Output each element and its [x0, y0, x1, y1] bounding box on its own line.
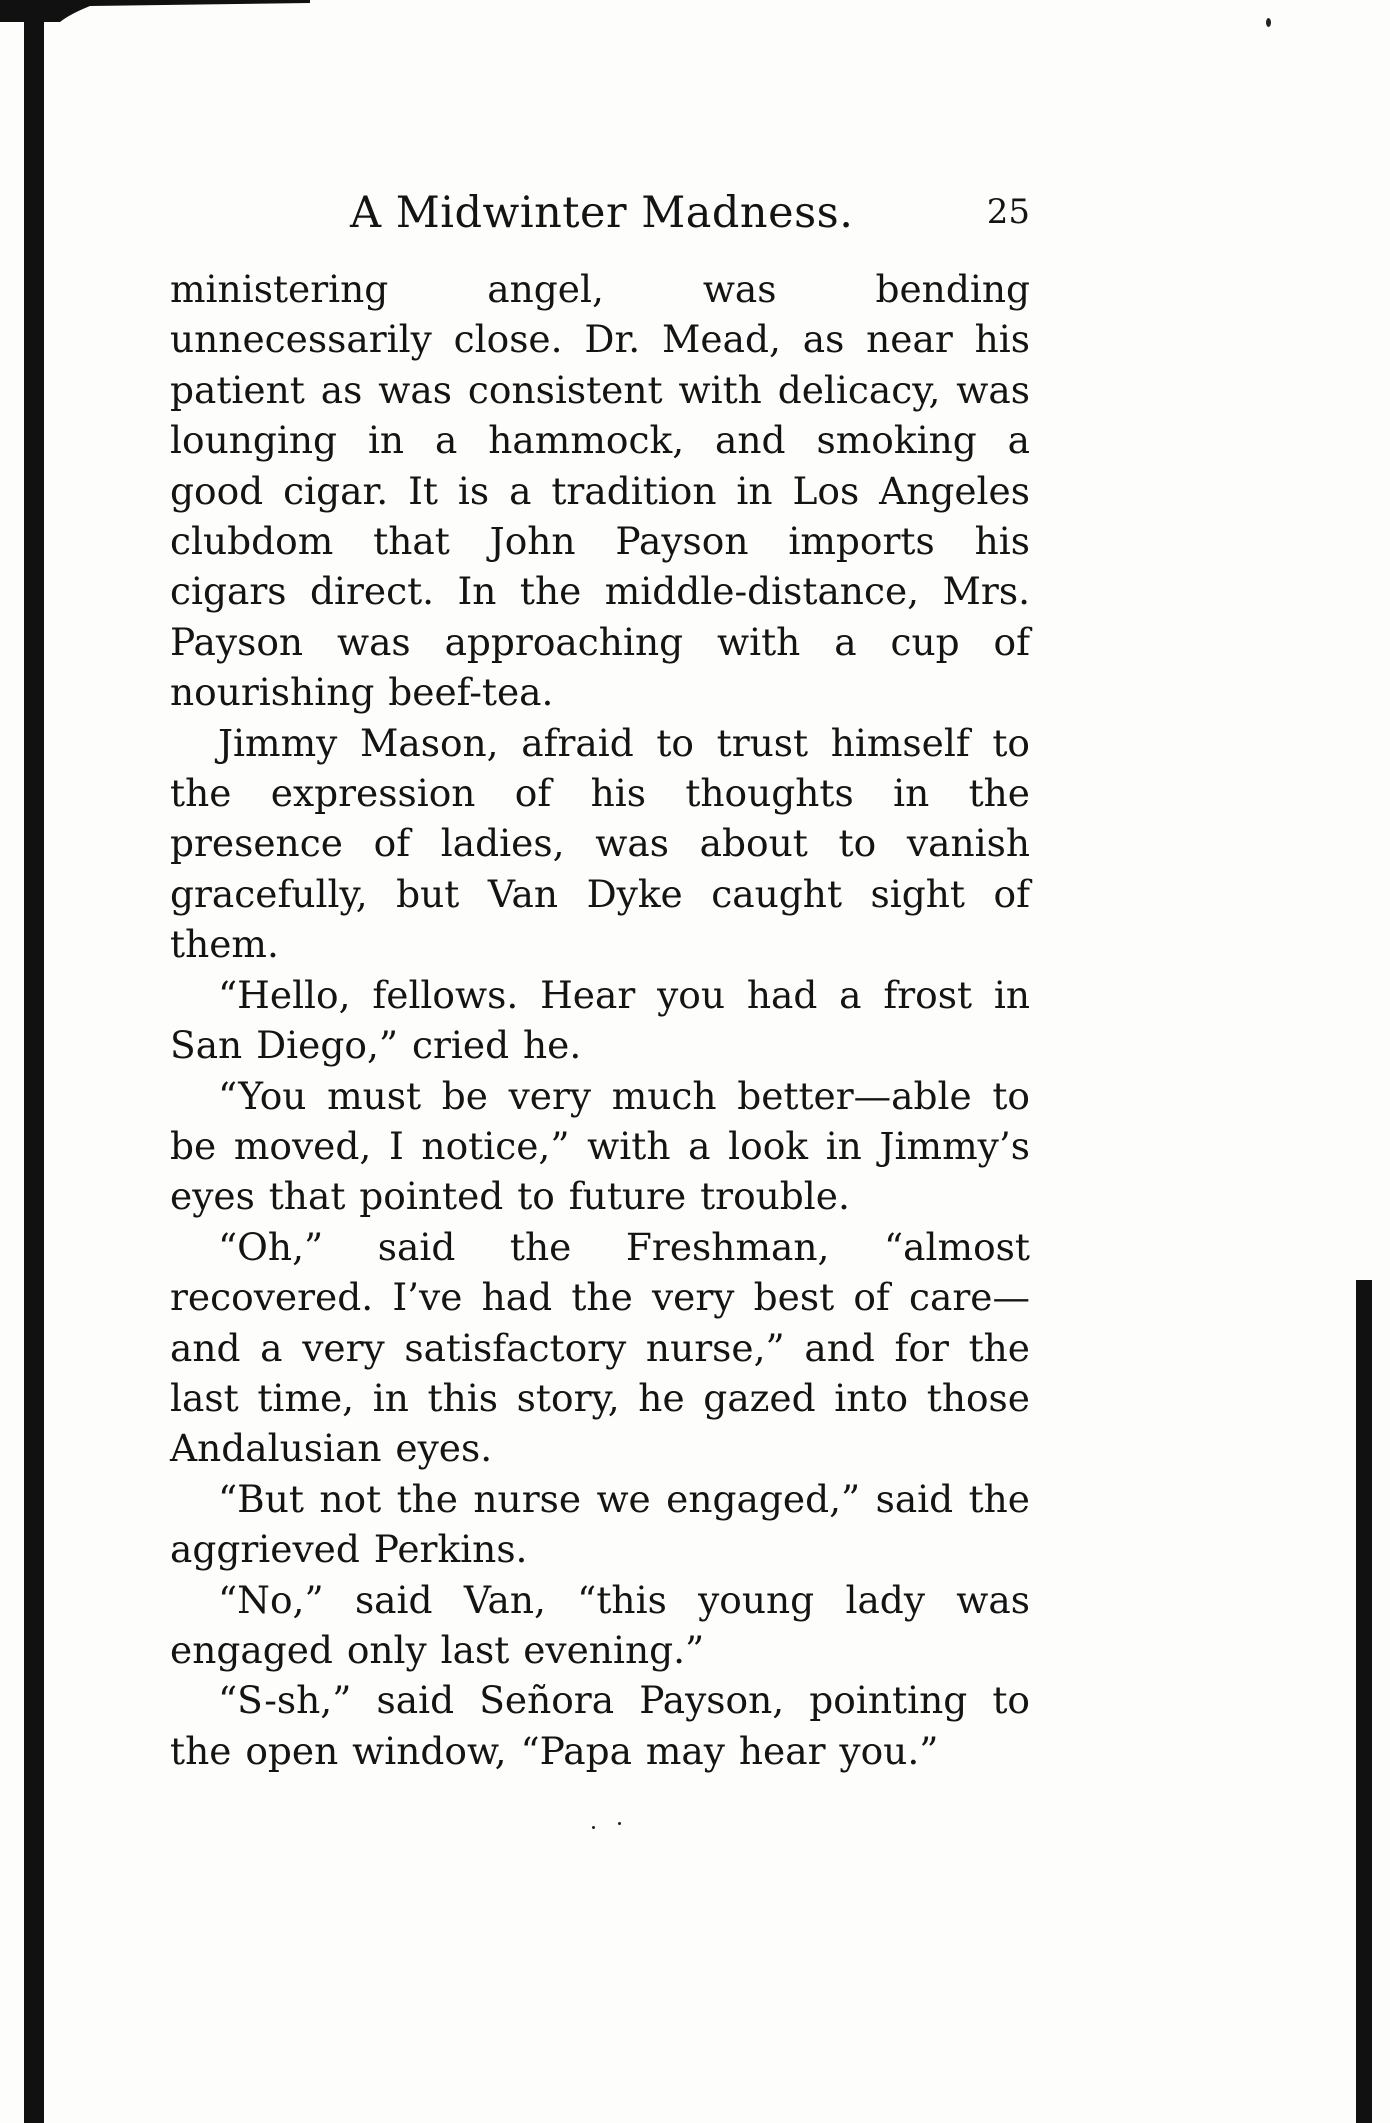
running-head — [170, 188, 1030, 252]
scan-speck — [1266, 18, 1271, 27]
paragraph: “You must be very much better—able to be moved, I notice,” with a look in Jimmy’s eyes that pointed to future trouble. — [170, 1073, 1030, 1219]
page-number: 25 — [986, 192, 1030, 232]
paragraph: “S-sh,” said Señora Payson, pointing to the open window, “Papa may hear you.” — [170, 1678, 1030, 1773]
scan-border-right — [1356, 1280, 1372, 2123]
scan-speck — [592, 1826, 595, 1829]
paragraph: “Oh,” said the Freshman, “almost recovered. I’ve had the very best of care—and a very satisfactory nurse,” and for the last time, in this story, he gazed into those Andalusian eyes. — [170, 1224, 1030, 1471]
paragraph: “No,” said Van, “this young lady was engaged only last evening.” — [170, 1577, 1030, 1672]
running-title: A Midwinter Madness. — [350, 188, 854, 238]
paragraph: “Hello, fellows. Hear you had a frost in San Diego,” cried he. — [170, 972, 1030, 1068]
paragraph: Jimmy Mason, afraid to trust himself to the expression of his thoughts in the presence of ladies, was about to vanish gracefully, but Van Dyke caught sight of them. — [170, 720, 1030, 967]
scan-speck — [618, 1822, 621, 1825]
paragraph: ministering angel, was bending unnecessarily close. Dr. Mead, as near his patient as was consistent with delicacy, was lounging in a hammock, and smoking a good cigar. It is a tradition in Los Angeles clubdom that John Payson imports his cigars direct. In the middle-distance, Mrs. Payson was approaching with a cup of nourishing beef-tea. — [170, 267, 1030, 715]
body-text — [170, 264, 1030, 1776]
paragraph: “But not the nurse we engaged,” said the aggrieved Perkins. — [170, 1476, 1030, 1572]
scan-border-top — [0, 0, 310, 22]
scan-border-left — [24, 0, 44, 2123]
